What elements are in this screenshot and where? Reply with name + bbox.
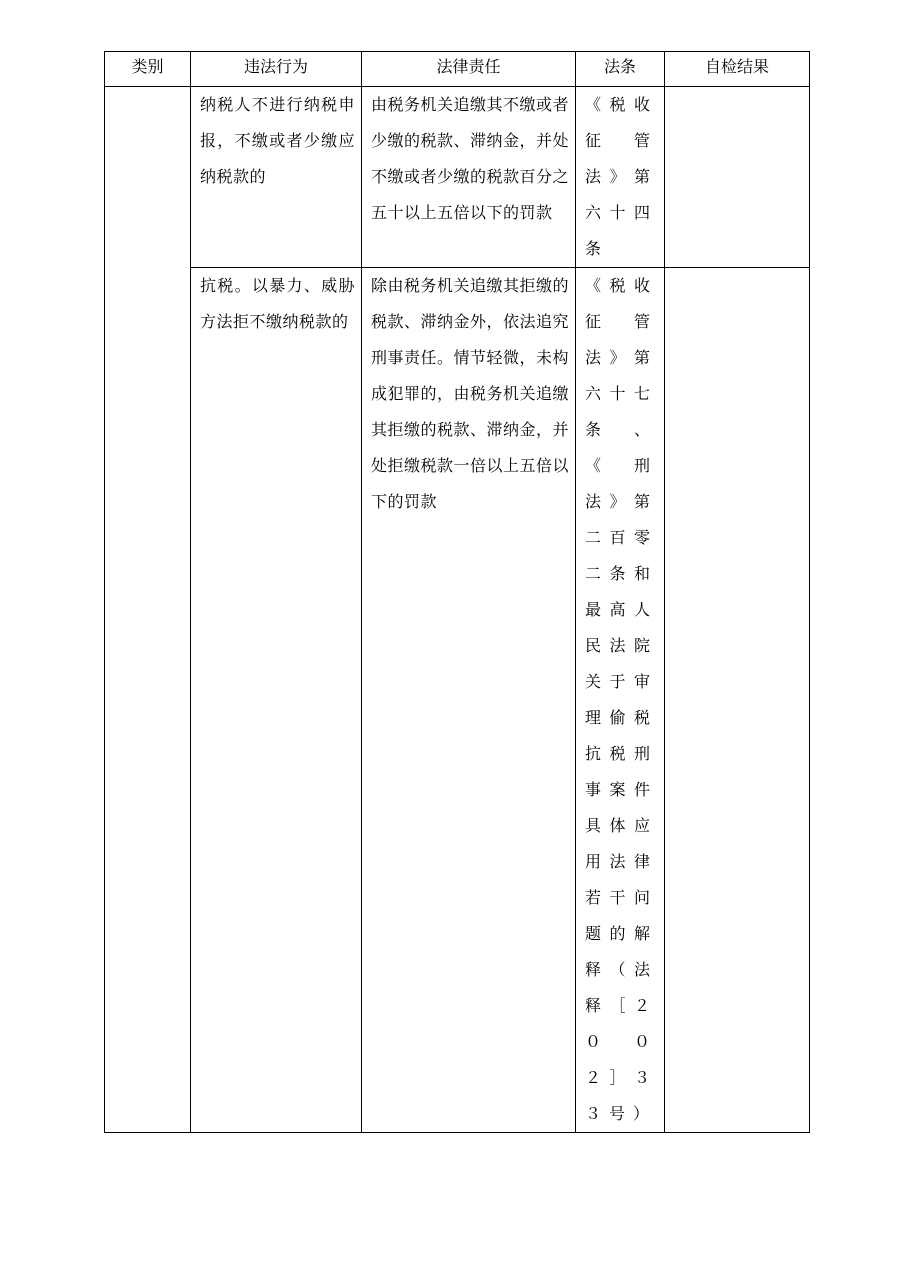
liability-cell [362, 268, 576, 1133]
header-category: 类别 [105, 52, 191, 87]
tax-violation-table [104, 51, 810, 1133]
violation-cell [191, 268, 362, 1133]
header-self-check: 自检结果 [665, 52, 810, 87]
article-text: 《税收征管法》第六十七条、《刑法》第二百零二条和最高人民法院关于审理偷税抗税刑事案件具体应用法律若干问题的解释（法释［２００２］３３号） [585, 276, 658, 1123]
header-violation: 违法行为 [191, 52, 362, 87]
liability-text: 由税务机关追缴其不缴或者少缴的税款、滞纳金，并处不缴或者少缴的税款百分之五十以上五倍以下的罚款 [371, 95, 570, 222]
header-liability: 法律责任 [362, 52, 576, 87]
article-cell [576, 268, 665, 1133]
category-cell [105, 87, 191, 1133]
violation-cell [191, 87, 362, 268]
article-cell [576, 87, 665, 268]
table-row [105, 268, 810, 1133]
violation-text: 纳税人不进行纳税申报，不缴或者少缴应纳税款的 [200, 95, 355, 186]
table-header-row [105, 52, 810, 87]
self-check-cell [665, 268, 810, 1133]
article-text: 《税收征管法》第六十四条 [585, 95, 658, 258]
liability-text: 除由税务机关追缴其拒缴的税款、滞纳金外，依法追究刑事责任。情节轻微，未构成犯罪的，由税务机关追缴其拒缴的税款、滞纳金，并处拒缴税款一倍以上五倍以下的罚款 [371, 276, 570, 511]
self-check-cell [665, 87, 810, 268]
liability-cell [362, 87, 576, 268]
table-row [105, 87, 810, 268]
violation-text: 抗税。以暴力、威胁方法拒不缴纳税款的 [200, 276, 355, 331]
header-article: 法条 [576, 52, 665, 87]
